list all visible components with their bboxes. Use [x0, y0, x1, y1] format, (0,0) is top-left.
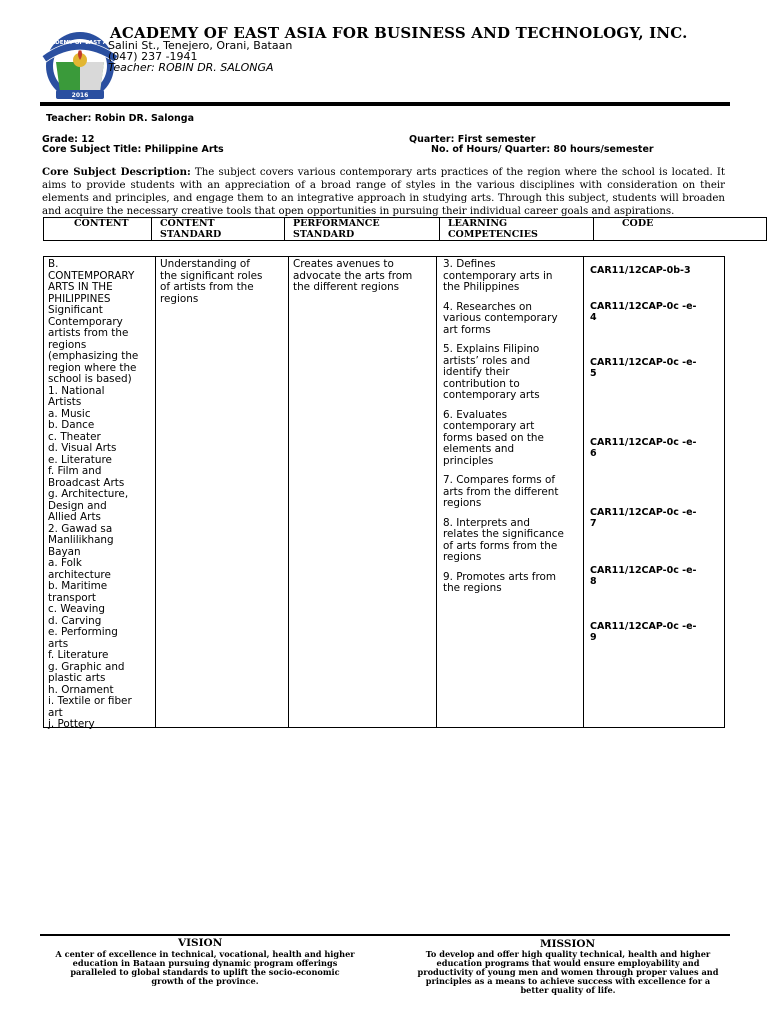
competency-line: of arts forms from the [443, 539, 558, 552]
header-learning-competencies: LEARNING COMPETENCIES [439, 217, 594, 241]
teacher-label: Teacher: Robin DR. Salonga [46, 113, 194, 124]
content-line: b. Dance [48, 419, 95, 431]
content-line: e. Literature [48, 453, 112, 466]
content-line: g. Graphic and [48, 660, 125, 673]
competency-line: principles [443, 454, 494, 467]
content-line: h. Ornament [48, 683, 114, 696]
competency-line: artists’ roles and [443, 354, 531, 367]
code-column [584, 257, 724, 727]
subject-title: Core Subject Title: Philippine Arts [42, 144, 224, 155]
hours-label: No. of Hours/ Quarter: 80 hours/semester [431, 144, 654, 155]
mission-text: To develop and offer high quality technical, health and higher education programs that would ensure employability and productivity of young men and women through proper values and principles as a means to achieve success with excellence for a better quality of life. [417, 949, 719, 995]
quarter-label: Quarter: First semester [409, 134, 536, 145]
content-line: B. [48, 258, 59, 270]
competency-item [441, 572, 580, 595]
competency-line: contemporary art [443, 420, 535, 432]
competency-line: arts from the different [443, 485, 559, 498]
footer-divider [40, 934, 730, 936]
content-line: b. Maritime [48, 580, 108, 592]
competency-line: contemporary arts [443, 389, 540, 401]
competency-line: 4. Researches on [443, 300, 532, 313]
content-line: Bayan [48, 545, 81, 558]
competency-code: CAR11/12CAP-0c -e- 9 [590, 621, 697, 643]
competency-line: various contemporary [443, 312, 558, 324]
curriculum-table [43, 256, 725, 728]
content-standard-line: the significant roles [160, 269, 263, 282]
competency-code: CAR11/12CAP-0c -e- 8 [590, 565, 697, 587]
content-standard-line: regions [160, 292, 199, 305]
competencies-column [437, 257, 584, 727]
content-column [44, 257, 156, 730]
content-line: 1. National [48, 384, 105, 397]
competency-item [441, 410, 580, 468]
competency-line: 7. Compares forms of [443, 474, 556, 486]
grade-label: Grade: 12 [42, 134, 95, 145]
competency-item [441, 302, 580, 337]
content-line: Allied Arts [48, 511, 101, 523]
competency-line: 9. Promotes arts from [443, 570, 556, 583]
school-name: ACADEMY OF EAST ASIA FOR BUSINESS AND TECHNOLOGY, INC. [110, 24, 688, 42]
content-line: artists from the [48, 327, 129, 339]
competency-code: CAR11/12CAP-0b-3 [590, 265, 691, 276]
content-line: regions [48, 338, 87, 351]
competency-line: forms based on the [443, 431, 544, 444]
subject-description [42, 166, 725, 218]
mission-title: MISSION [540, 938, 596, 950]
performance-standard-line: the different regions [293, 281, 400, 293]
competency-code: CAR11/12CAP-0c -e- 6 [590, 437, 697, 459]
content-standard-column [156, 257, 289, 727]
content-line: g. Architecture, [48, 488, 129, 500]
competency-line: elements and [443, 443, 515, 455]
competency-item [441, 259, 580, 294]
content-line: 2. Gawad sa [48, 522, 113, 535]
competency-line: contemporary arts in [443, 269, 553, 282]
content-standard-line: of artists from the [160, 281, 254, 293]
competency-line: the regions [443, 582, 502, 594]
content-line: art [48, 706, 63, 719]
competency-code: CAR11/12CAP-0c -e- 5 [590, 357, 697, 379]
competency-item [441, 475, 580, 510]
header-content: CONTENT [43, 217, 152, 241]
content-line: Significant [48, 304, 103, 316]
description-text: The subject covers various contemporary arts practices of the region where the school is located. It aims to provide students with an appreciation of a broad range of styles in the various disciplines with consideration on their elements and principles, and engage them to an integrative approach in studying arts. Through this subject, students will broaden and acquire the necessary creative tools that open opportunities in pursuing their individual career goals and aspirations. [42, 167, 725, 217]
description-label: Core Subject Description: [42, 166, 191, 178]
competency-line: 8. Interprets and [443, 516, 530, 529]
header-performance-standard: PERFORMANCE STANDARD [284, 217, 440, 241]
competency-item [441, 344, 580, 402]
competency-line: identify their [443, 366, 510, 378]
vision-text: A center of excellence in technical, vocational, health and higher education in Bataan pursuing dynamic program offerings paralleled to global standards to uplift the socio-economic growth of the province. [55, 949, 355, 986]
address-phone: (047) 237 -1941 [108, 50, 198, 63]
competency-line: relates the significance [443, 528, 564, 540]
competency-line: 6. Evaluates [443, 408, 508, 421]
content-line: school is based) [48, 373, 132, 385]
content-line: j. Pottery [48, 718, 95, 730]
competency-line: the Philippines [443, 281, 520, 293]
content-line: f. Film and [48, 465, 102, 477]
competency-code: CAR11/12CAP-0c -e- 7 [590, 507, 697, 529]
competency-code: CAR11/12CAP-0c -e- 4 [590, 301, 697, 323]
header-content-standard: CONTENT STANDARD [151, 217, 285, 241]
svg-text:2016: 2016 [71, 92, 89, 99]
competency-line: art forms [443, 323, 491, 336]
content-line: region where the [48, 361, 137, 374]
content-line: CONTEMPORARY [48, 269, 135, 282]
content-line: e. Performing [48, 626, 118, 638]
content-line: i. Textile or fiber [48, 695, 132, 707]
performance-standard-line: Creates avenues to [293, 258, 394, 270]
content-line: a. Folk [48, 557, 82, 569]
vision-title: VISION [178, 937, 223, 949]
competency-line: contribution to [443, 377, 520, 390]
content-line: Broadcast Arts [48, 476, 125, 489]
performance-standard-line: advocate the arts from [293, 269, 413, 282]
content-line: Design and [48, 499, 107, 512]
content-line: arts [48, 637, 69, 650]
competency-line: 5. Explains Filipino [443, 343, 540, 355]
content-line: ARTS IN THE [48, 281, 113, 293]
competency-item [441, 518, 580, 564]
content-line: PHILIPPINES [48, 292, 111, 305]
content-line: plastic arts [48, 672, 106, 684]
content-standard-line: Understanding of [160, 258, 250, 270]
address-teacher: Teacher: ROBIN DR. SALONGA [108, 61, 274, 74]
performance-standard-column [289, 257, 437, 727]
content-line: Manlilikhang [48, 534, 114, 546]
content-line: (emphasizing the [48, 350, 139, 362]
content-line: architecture [48, 568, 111, 581]
content-line: a. Music [48, 407, 91, 420]
header-divider [40, 102, 730, 106]
content-line: transport [48, 591, 97, 604]
content-line: Artists [48, 396, 82, 408]
content-line: f. Literature [48, 649, 109, 661]
competency-line: regions [443, 551, 482, 563]
content-line: c. Weaving [48, 603, 105, 615]
content-line: c. Theater [48, 430, 101, 443]
svg-text:ACADEMY OF EAST ASIA: ACADEMY OF EAST ASIA [42, 40, 118, 46]
content-line: d. Visual Arts [48, 442, 117, 454]
header-code: CODE [593, 217, 767, 241]
competency-line: 3. Defines [443, 258, 496, 270]
competency-line: regions [443, 497, 482, 509]
content-line: Contemporary [48, 315, 123, 328]
address-street: Salini St., Tenejero, Orani, Bataan [108, 39, 293, 52]
content-line: d. Carving [48, 614, 102, 627]
